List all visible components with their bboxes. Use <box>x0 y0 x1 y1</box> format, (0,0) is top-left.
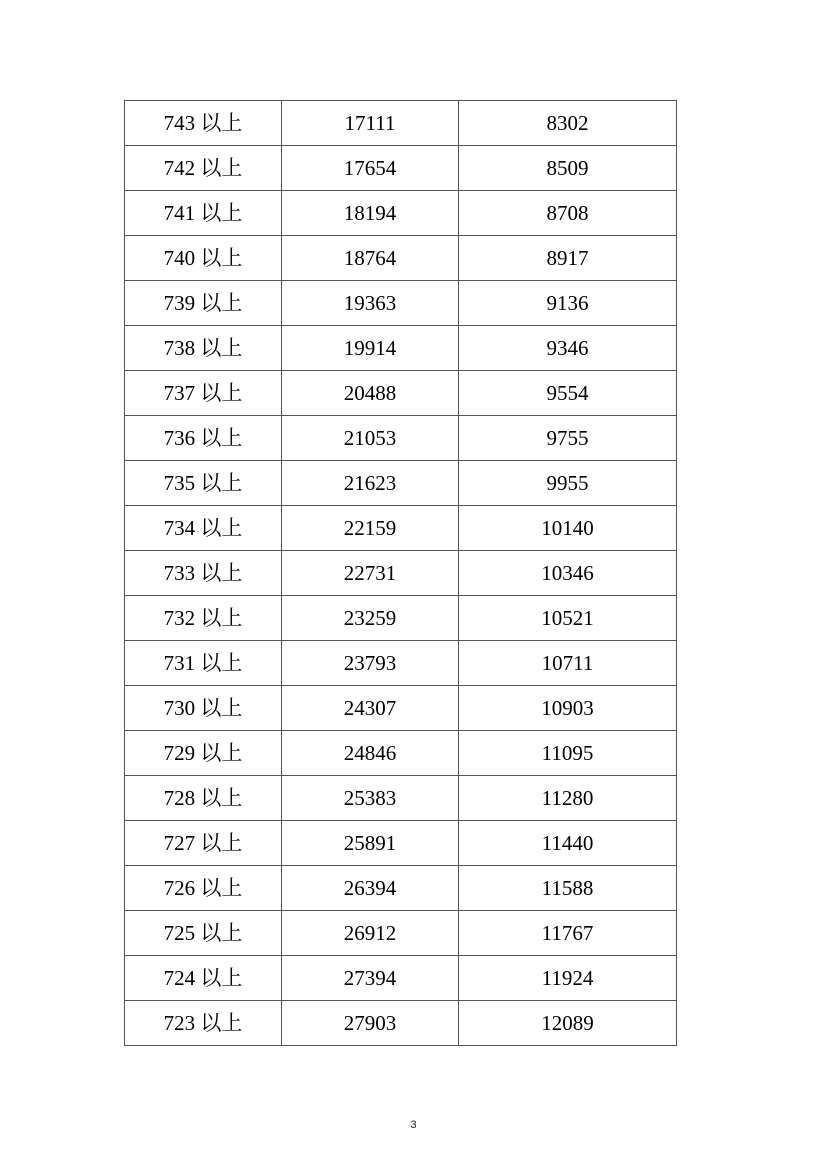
count-a-cell: 22731 <box>282 551 459 596</box>
count-b-cell: 12089 <box>459 1001 677 1046</box>
count-b-cell: 10711 <box>459 641 677 686</box>
count-b-cell: 10140 <box>459 506 677 551</box>
count-a-cell: 18194 <box>282 191 459 236</box>
page-number: 3 <box>410 1119 417 1131</box>
count-a-cell: 17654 <box>282 146 459 191</box>
count-a-cell: 21053 <box>282 416 459 461</box>
count-b-cell: 9554 <box>459 371 677 416</box>
count-a-cell: 22159 <box>282 506 459 551</box>
count-b-cell: 11924 <box>459 956 677 1001</box>
table-row <box>125 146 677 191</box>
count-b-cell: 8917 <box>459 236 677 281</box>
score-threshold-cell: 731 以上 <box>125 641 282 686</box>
count-a-cell: 25383 <box>282 776 459 821</box>
count-b-cell: 11095 <box>459 731 677 776</box>
table-row <box>125 776 677 821</box>
count-a-cell: 25891 <box>282 821 459 866</box>
count-b-cell: 9755 <box>459 416 677 461</box>
table-row <box>125 596 677 641</box>
score-threshold-cell: 737 以上 <box>125 371 282 416</box>
score-threshold-cell: 723 以上 <box>125 1001 282 1046</box>
table-row <box>125 956 677 1001</box>
count-a-cell: 26394 <box>282 866 459 911</box>
count-a-cell: 27394 <box>282 956 459 1001</box>
table-row <box>125 866 677 911</box>
score-threshold-cell: 725 以上 <box>125 911 282 956</box>
table-row <box>125 686 677 731</box>
count-b-cell: 8708 <box>459 191 677 236</box>
count-b-cell: 11588 <box>459 866 677 911</box>
score-table-body <box>125 101 677 1046</box>
score-threshold-cell: 740 以上 <box>125 236 282 281</box>
score-threshold-cell: 726 以上 <box>125 866 282 911</box>
count-a-cell: 23259 <box>282 596 459 641</box>
table-row <box>125 911 677 956</box>
score-threshold-cell: 728 以上 <box>125 776 282 821</box>
count-b-cell: 11767 <box>459 911 677 956</box>
count-b-cell: 10521 <box>459 596 677 641</box>
score-threshold-cell: 724 以上 <box>125 956 282 1001</box>
count-b-cell: 11440 <box>459 821 677 866</box>
score-threshold-cell: 741 以上 <box>125 191 282 236</box>
table-row <box>125 416 677 461</box>
count-b-cell: 8509 <box>459 146 677 191</box>
count-b-cell: 9955 <box>459 461 677 506</box>
count-a-cell: 17111 <box>282 101 459 146</box>
count-a-cell: 23793 <box>282 641 459 686</box>
table-row <box>125 101 677 146</box>
table-row <box>125 551 677 596</box>
count-a-cell: 20488 <box>282 371 459 416</box>
score-table <box>124 100 677 1046</box>
score-threshold-cell: 742 以上 <box>125 146 282 191</box>
count-a-cell: 24846 <box>282 731 459 776</box>
table-row <box>125 731 677 776</box>
score-threshold-cell: 738 以上 <box>125 326 282 371</box>
table-row <box>125 326 677 371</box>
count-a-cell: 24307 <box>282 686 459 731</box>
table-row <box>125 281 677 326</box>
table-row <box>125 821 677 866</box>
count-a-cell: 18764 <box>282 236 459 281</box>
count-b-cell: 9346 <box>459 326 677 371</box>
score-threshold-cell: 739 以上 <box>125 281 282 326</box>
score-threshold-cell: 730 以上 <box>125 686 282 731</box>
count-a-cell: 19363 <box>282 281 459 326</box>
table-row <box>125 191 677 236</box>
table-row <box>125 1001 677 1046</box>
score-threshold-cell: 735 以上 <box>125 461 282 506</box>
count-b-cell: 9136 <box>459 281 677 326</box>
table-row <box>125 236 677 281</box>
table-row <box>125 461 677 506</box>
score-threshold-cell: 743 以上 <box>125 101 282 146</box>
count-b-cell: 11280 <box>459 776 677 821</box>
score-threshold-cell: 734 以上 <box>125 506 282 551</box>
count-a-cell: 19914 <box>282 326 459 371</box>
score-threshold-cell: 729 以上 <box>125 731 282 776</box>
count-a-cell: 21623 <box>282 461 459 506</box>
table-row <box>125 371 677 416</box>
count-b-cell: 10903 <box>459 686 677 731</box>
count-a-cell: 26912 <box>282 911 459 956</box>
table-row <box>125 641 677 686</box>
count-b-cell: 10346 <box>459 551 677 596</box>
score-threshold-cell: 733 以上 <box>125 551 282 596</box>
score-threshold-cell: 736 以上 <box>125 416 282 461</box>
table-row <box>125 506 677 551</box>
count-b-cell: 8302 <box>459 101 677 146</box>
score-threshold-cell: 732 以上 <box>125 596 282 641</box>
count-a-cell: 27903 <box>282 1001 459 1046</box>
score-threshold-cell: 727 以上 <box>125 821 282 866</box>
